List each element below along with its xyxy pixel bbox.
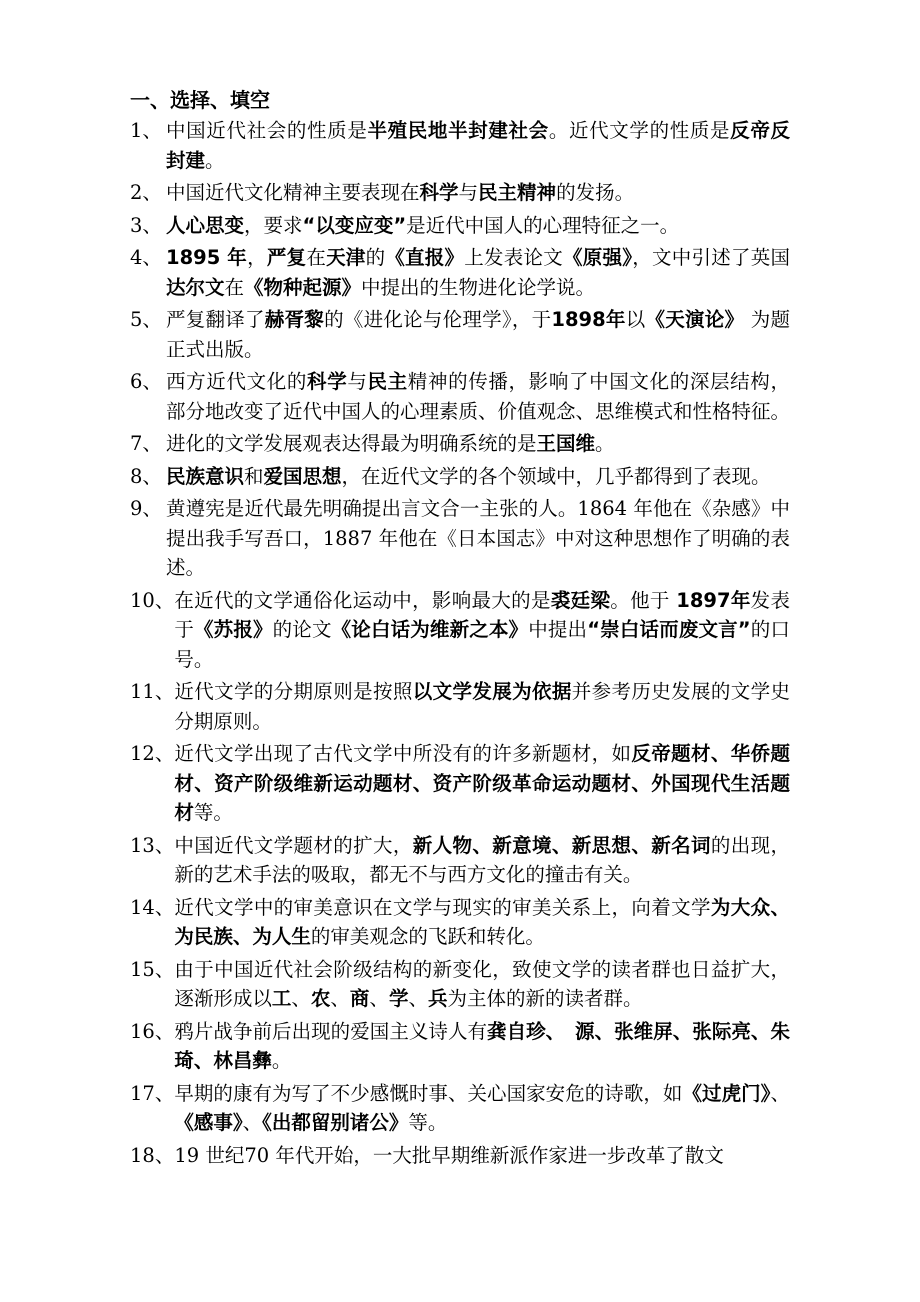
bold-answer: 《原强》 xyxy=(563,246,633,269)
item-text xyxy=(166,367,790,426)
item-text xyxy=(174,1141,790,1171)
item-number: 7、 xyxy=(130,432,162,455)
bold-answer: 半殖民地半封建社会 xyxy=(367,119,549,142)
item-number: 2、 xyxy=(130,181,162,204)
item-number: 17、 xyxy=(130,1081,175,1105)
item-text xyxy=(166,211,790,241)
text-segment: 是近代中国人的心理特征之一。 xyxy=(406,213,680,237)
text-segment: 。他于 xyxy=(610,588,677,612)
list-item xyxy=(130,305,790,364)
bold-answer: 1895 年 xyxy=(166,246,248,269)
list-item xyxy=(130,367,790,426)
list-item xyxy=(130,831,790,890)
document-page xyxy=(130,86,790,1173)
item-number: 6、 xyxy=(130,370,162,393)
text-segment: 的出现，新的艺术手法的吸取，都无不与西方文化的撞击有关。 xyxy=(174,833,790,886)
list-item xyxy=(130,178,790,208)
text-segment: 、 xyxy=(330,987,350,1010)
text-segment: 。近代文学的性质是 xyxy=(548,119,731,142)
item-text xyxy=(174,677,790,736)
item-text xyxy=(166,178,790,208)
bold-answer: 以文学发展为依据 xyxy=(412,680,572,703)
question-list xyxy=(130,116,790,1170)
text-segment: 中提出 xyxy=(528,618,588,641)
bold-answer: 《感事》 xyxy=(174,1111,243,1134)
item-text xyxy=(166,462,790,492)
bold-answer: 学 xyxy=(388,987,409,1010)
text-segment: 中国近代文化精神主要表现在 xyxy=(166,181,420,204)
bold-answer: 为大众、为民族、为人生 xyxy=(174,895,790,948)
bold-answer: 1897年 xyxy=(676,588,751,612)
bold-answer: “以变应变” xyxy=(302,213,407,237)
text-segment: 与 xyxy=(347,370,368,393)
text-segment: 为题正式出版。 xyxy=(166,308,790,361)
text-segment: 与 xyxy=(458,181,479,204)
bold-answer: 《过虎门》 xyxy=(682,1081,771,1105)
text-segment: 等。 xyxy=(193,801,233,824)
text-segment: 中国近代社会的性质是 xyxy=(166,119,368,142)
section-heading: 一、选择、填空 xyxy=(130,88,270,112)
bold-answer: 民主精神 xyxy=(478,181,557,204)
text-segment: 鸦片战争前后出现的爱国主义诗人有 xyxy=(174,1019,488,1043)
list-item xyxy=(130,739,790,828)
text-segment: 并参考历史发展的文学史分期原则。 xyxy=(174,680,790,733)
text-segment: 进化的文学发展观表达得最为明确系统的是 xyxy=(166,432,537,455)
item-number: 13、 xyxy=(130,833,175,857)
item-text xyxy=(174,586,790,675)
list-item xyxy=(130,893,790,952)
list-item xyxy=(130,1079,790,1138)
text-segment: 19 世纪70 年代开始，一大批早期维新派作家进一步改革了散文 xyxy=(174,1143,724,1167)
text-segment: 中提出的生物进化论学说。 xyxy=(361,275,596,299)
text-segment: 。 xyxy=(205,148,225,172)
bold-answer: 《苏报》 xyxy=(194,618,273,641)
item-text xyxy=(174,831,790,890)
text-segment: 、 xyxy=(408,987,428,1010)
bold-answer: 王国维 xyxy=(536,432,596,455)
item-number: 18、 xyxy=(130,1143,175,1167)
text-segment: 近代文学的分期原则是按照 xyxy=(174,680,413,703)
item-text xyxy=(174,739,790,828)
item-text xyxy=(166,494,790,583)
text-segment: 上发表论文 xyxy=(464,246,564,269)
bold-answer: 农 xyxy=(310,987,331,1010)
text-segment: 和 xyxy=(244,464,264,488)
text-segment: ，要求 xyxy=(244,213,303,237)
text-segment: 。 xyxy=(595,432,615,455)
item-number: 5、 xyxy=(130,308,162,331)
bold-answer: 反帝反封建 xyxy=(166,119,790,172)
bold-answer: 工 xyxy=(271,987,292,1010)
text-segment: 的论文 xyxy=(272,618,332,641)
bold-answer: 《论白话为维新之本》 xyxy=(331,618,529,641)
text-segment: ，在近代文学的各个领域中，几乎都得到了表现。 xyxy=(341,464,771,488)
text-segment: 近代文学出现了古代文学中所没有的许多新题材，如 xyxy=(174,742,632,765)
item-number: 1、 xyxy=(130,119,162,142)
text-segment: 、 xyxy=(242,1111,263,1134)
bold-answer: 新人物、新意境、新思想、新名词 xyxy=(412,833,711,857)
text-segment: 等。 xyxy=(408,1111,448,1134)
item-number: 10、 xyxy=(130,588,175,612)
text-segment: 发表于 xyxy=(174,588,790,641)
text-segment: 为主体的新的读者群。 xyxy=(447,987,643,1010)
item-number: 12、 xyxy=(130,742,175,765)
list-item xyxy=(130,677,790,736)
text-segment: 中国近代文学题材的扩大， xyxy=(174,833,413,857)
bold-answer: 天津 xyxy=(326,246,366,269)
text-segment: 早期的康有为写了不少感慨时事、关心国家安危的诗歌，如 xyxy=(174,1081,683,1105)
item-text xyxy=(166,243,790,302)
text-segment: 、 xyxy=(369,987,389,1010)
bold-answer: 龚自珍、 源、张维屏、张际亮、朱琦、林昌彝 xyxy=(174,1019,790,1072)
text-segment: 、 xyxy=(770,1081,790,1105)
item-number: 3、 xyxy=(130,213,162,237)
text-segment: 在近代的文学通俗化运动中，影响最大的是 xyxy=(174,588,551,612)
bold-answer: 民族意识 xyxy=(166,464,245,488)
item-text xyxy=(166,116,790,175)
text-segment: 以 xyxy=(625,308,646,331)
list-item xyxy=(130,494,790,583)
bold-answer: 兵 xyxy=(427,987,448,1010)
list-item xyxy=(130,429,790,459)
text-segment: 在 xyxy=(306,246,327,269)
item-number: 16、 xyxy=(130,1019,175,1043)
item-number: 9、 xyxy=(130,497,162,520)
bold-answer: “崇白话而废文言” xyxy=(587,618,751,641)
text-segment: 黄遵宪是近代最先明确提出言文合一主张的人。1864 年他在《杂感》中提出我手写吾口，1887 年他在《日本国志》中对这种思想作了明确的表述。 xyxy=(166,497,790,579)
item-number: 8、 xyxy=(130,464,162,488)
text-segment: 。 xyxy=(271,1049,292,1072)
list-item xyxy=(130,586,790,675)
bold-answer: 严复 xyxy=(266,246,307,269)
bold-answer: 赫胥黎 xyxy=(264,308,325,331)
item-text xyxy=(174,1079,790,1138)
item-number: 11、 xyxy=(130,680,175,703)
text-segment: 由于中国近代社会阶级结构的新变化，致使文学的读者群也日益扩大，逐渐形成以 xyxy=(174,957,790,1010)
item-number: 4、 xyxy=(130,246,162,269)
bold-answer: 达尔文 xyxy=(166,275,225,299)
list-item xyxy=(130,955,790,1014)
item-number: 15、 xyxy=(130,957,175,981)
list-item xyxy=(130,116,790,175)
text-segment: 的发扬。 xyxy=(556,181,635,204)
item-number: 14、 xyxy=(130,895,175,919)
bold-answer: 反帝题材、华侨题材、资产阶级维新运动题材、资产阶级革命运动题材、外国现代生活题材 xyxy=(174,742,790,824)
bold-answer: 民主 xyxy=(367,370,408,393)
bold-answer: 《直报》 xyxy=(385,246,465,269)
bold-answer: 裘廷梁 xyxy=(550,588,611,612)
bold-answer: 《出都留别诸公》 xyxy=(262,1111,409,1134)
item-text xyxy=(174,955,790,1014)
bold-answer: 《物种起源》 xyxy=(244,275,362,299)
item-text xyxy=(166,305,790,364)
list-item xyxy=(130,1141,790,1171)
text-segment: 的 xyxy=(365,246,386,269)
list-item xyxy=(130,1017,790,1076)
text-segment: ，文中引述了英国 xyxy=(632,246,790,269)
text-segment: 、 xyxy=(291,987,311,1010)
text-segment: ， xyxy=(247,246,267,269)
list-item xyxy=(130,211,790,241)
bold-answer: 科学 xyxy=(419,181,459,204)
list-item xyxy=(130,243,790,302)
item-text xyxy=(166,429,790,459)
text-segment: 在 xyxy=(224,275,245,299)
text-segment: 近代文学中的审美意识在文学与现实的审美关系上，向着文学 xyxy=(174,895,711,919)
text-segment: 的审美观念的飞跃和转化。 xyxy=(310,925,545,948)
text-segment: 严复翻译了 xyxy=(166,308,265,331)
item-text xyxy=(174,1017,790,1076)
text-segment: 西方近代文化的 xyxy=(166,370,308,393)
bold-answer: 人心思变 xyxy=(166,213,245,237)
text-segment: 精神的传播，影响了中国文化的深层结构，部分地改变了近代中国人的心理素质、价值观念、思维模式和性格特征。 xyxy=(166,370,791,423)
bold-answer: 爱国思想 xyxy=(263,464,342,488)
bold-answer: 商 xyxy=(349,987,370,1010)
text-segment: 的《进化论与伦理学》，于 xyxy=(324,308,552,331)
text-segment: 的口号。 xyxy=(174,618,790,671)
bold-answer: 《天演论》 xyxy=(645,308,745,331)
list-item xyxy=(130,462,790,492)
bold-answer: 科学 xyxy=(307,370,348,393)
item-text xyxy=(174,893,790,952)
bold-answer: 1898年 xyxy=(551,308,626,331)
